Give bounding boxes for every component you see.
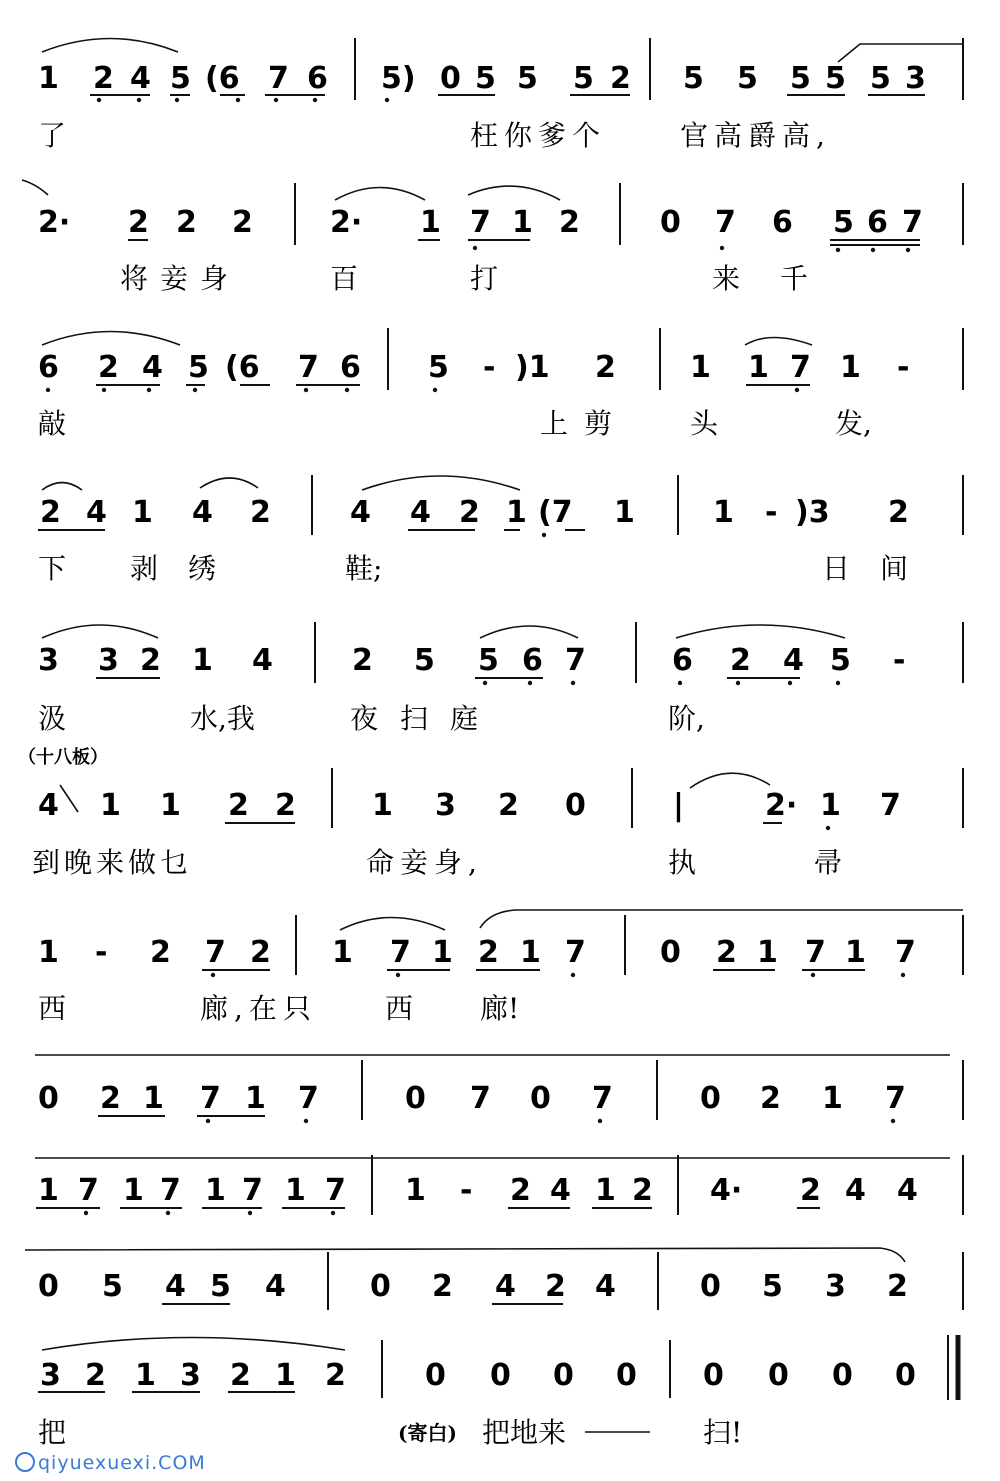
note: 2 [93, 61, 114, 96]
note: 1 [713, 495, 734, 530]
note: 2 [176, 205, 197, 240]
score-system-11 [38, 1335, 958, 1449]
score-system-10 [25, 1248, 963, 1310]
notes-row-6 [38, 788, 901, 823]
low-octave-dot [571, 973, 575, 977]
watermark-text: qiyuexuexi.COM [38, 1452, 206, 1474]
note: 3 [98, 643, 119, 678]
note: 0 [703, 1358, 724, 1393]
lyric-text: 水,我 [190, 702, 255, 735]
note: 5 [210, 1269, 231, 1304]
note: 1 [143, 1081, 164, 1116]
note: 2· [765, 788, 798, 823]
note: 1 [757, 935, 778, 970]
note: 4 [410, 495, 431, 530]
note: 0 [553, 1358, 574, 1393]
note: 4 [550, 1173, 571, 1208]
note: 7 [298, 350, 319, 385]
note: 7 [895, 935, 916, 970]
watermark-logo-icon [16, 1453, 34, 1471]
note: 0 [616, 1358, 637, 1393]
note: 6 [522, 643, 543, 678]
note: 5 [478, 643, 499, 678]
note: 5 [414, 643, 435, 678]
note: 2 [459, 495, 480, 530]
note: 1 [38, 935, 59, 970]
low-octave-dot [571, 681, 575, 685]
note: - [893, 643, 906, 678]
note: 0 [700, 1081, 721, 1116]
grace-slash-mark [60, 785, 78, 812]
low-octave-dot [836, 681, 840, 685]
note: 1 [690, 350, 711, 385]
note: 6 [340, 350, 361, 385]
note: 1 [614, 495, 635, 530]
slur-mark [22, 180, 48, 195]
note: )3 [795, 495, 830, 530]
note: (7 [538, 495, 573, 530]
lyric-text: 敲 [38, 407, 67, 440]
low-octave-dot [871, 248, 875, 252]
low-octave-dot [175, 98, 179, 102]
note: 4 [265, 1269, 286, 1304]
lyrics-row-2 [120, 262, 848, 295]
lyric-text: 下 [38, 552, 67, 585]
lyric-text: 夜扫庭 [350, 702, 501, 735]
note: 0 [425, 1358, 446, 1393]
low-octave-dot [811, 973, 815, 977]
low-octave-dot [46, 388, 50, 392]
low-octave-dot [211, 973, 215, 977]
note: 2 [232, 205, 253, 240]
notes-row-3 [38, 350, 909, 385]
lyric-text: 西 [38, 992, 67, 1025]
note: 7 [78, 1173, 99, 1208]
watermark [16, 1452, 206, 1474]
lyric-text: 命妾身, [366, 846, 483, 879]
note: 6 [307, 61, 328, 96]
note: 1 [245, 1081, 266, 1116]
note: 1 [135, 1358, 156, 1393]
low-octave-dot [473, 246, 477, 250]
note: - [460, 1173, 473, 1208]
low-octave-dot [891, 1119, 895, 1123]
slur-mark [362, 476, 520, 490]
note: 2 [40, 495, 61, 530]
score-system-3 [38, 328, 963, 440]
note: 2 [632, 1173, 653, 1208]
note: - [95, 935, 108, 970]
note: 2 [100, 1081, 121, 1116]
low-octave-dot [147, 388, 151, 392]
slur-mark [42, 483, 82, 491]
note: 4 [350, 495, 371, 530]
note: 2 [595, 350, 616, 385]
low-octave-dot [206, 1119, 210, 1123]
note: 1 [845, 935, 866, 970]
note: - [765, 495, 778, 530]
note: 2 [228, 788, 249, 823]
low-octave-dot [248, 1211, 252, 1215]
note: 4 [142, 350, 163, 385]
low-octave-dot [313, 98, 317, 102]
lyrics-row-3 [38, 407, 872, 440]
note: 1 [123, 1173, 144, 1208]
note: 0 [832, 1358, 853, 1393]
note: 1 [205, 1173, 226, 1208]
marks-row-3 [42, 328, 963, 390]
low-octave-dot [345, 388, 349, 392]
note: 4 [845, 1173, 866, 1208]
note: 7 [565, 643, 586, 678]
note: 4 [86, 495, 107, 530]
note: 1 [332, 935, 353, 970]
note: 5 [517, 61, 538, 96]
note: (6 [225, 350, 260, 385]
note: 2· [330, 205, 363, 240]
low-octave-dot [826, 826, 830, 830]
low-octave-dot [193, 388, 197, 392]
note: 5 [825, 61, 846, 96]
lyric-text: 上剪 [540, 407, 629, 440]
note: 0 [700, 1269, 721, 1304]
note: 2 [230, 1358, 251, 1393]
note: 2 [610, 61, 631, 96]
lyric-text: 枉你爹个 [470, 119, 607, 152]
note: 4 [897, 1173, 918, 1208]
note: 5) [381, 61, 416, 96]
section-label: （十八板） [18, 747, 108, 768]
low-octave-dot [836, 248, 840, 252]
low-octave-dot [331, 1211, 335, 1215]
note: 7 [885, 1081, 906, 1116]
note: 1 [275, 1358, 296, 1393]
note: 7 [242, 1173, 263, 1208]
note: 1 [100, 788, 121, 823]
lyric-text: 阶, [668, 702, 705, 735]
spoken-aside-label: (寄白) [398, 1421, 457, 1445]
lyric-text: 执 [668, 846, 697, 879]
note: 5 [833, 205, 854, 240]
note: 1 [132, 495, 153, 530]
notes-row-11 [40, 1358, 916, 1393]
low-octave-dot [528, 681, 532, 685]
note: 1 [520, 935, 541, 970]
note: 7 [790, 350, 811, 385]
score-system-8 [35, 1055, 963, 1120]
note: 1 [822, 1081, 843, 1116]
note: 4 [495, 1269, 516, 1304]
notes-row-4 [40, 495, 909, 530]
low-octave-dot [84, 1211, 88, 1215]
lyric-text: 汲 [38, 702, 67, 735]
note: 2 [150, 935, 171, 970]
note: 0 [490, 1358, 511, 1393]
score-system-1 [38, 38, 963, 152]
note: 6 [772, 205, 793, 240]
note: 1 [192, 643, 213, 678]
slur-mark [335, 188, 425, 201]
note: 4 [38, 788, 59, 823]
note: 2 [510, 1173, 531, 1208]
lyrics-row-1 [38, 119, 831, 152]
note: 6 [38, 350, 59, 385]
low-octave-dot [304, 1119, 308, 1123]
slur-mark [468, 186, 560, 200]
note: 1 [506, 495, 527, 530]
score-system-4 [38, 475, 963, 585]
slur-mark [676, 625, 845, 638]
note: 1 [372, 788, 393, 823]
notes-row-10 [38, 1269, 908, 1304]
note: 0 [895, 1358, 916, 1393]
note: 2 [352, 643, 373, 678]
score-system-7 [38, 910, 963, 1025]
note: 7 [470, 1081, 491, 1116]
low-octave-dot [166, 1211, 170, 1215]
note: 2 [478, 935, 499, 970]
lyric-text: 鞋; [345, 552, 383, 585]
lyric-text: 廊,在只 [200, 992, 317, 1025]
slur-mark [340, 918, 445, 931]
lyric-text: 西 [385, 992, 414, 1025]
lyric-text: 官高爵高, [680, 119, 831, 152]
note: 4 [783, 643, 804, 678]
lyric-text: 帚 [814, 846, 843, 879]
low-octave-dot [906, 248, 910, 252]
note: 2 [325, 1358, 346, 1393]
lyrics-row-4 [38, 552, 938, 585]
low-octave-dot [678, 681, 682, 685]
note: 0 [530, 1081, 551, 1116]
note: 5 [737, 61, 758, 96]
note: 2 [85, 1358, 106, 1393]
note: 1 [420, 205, 441, 240]
note: 2 [432, 1269, 453, 1304]
notes-row-7 [38, 935, 916, 970]
note: 7 [880, 788, 901, 823]
slur-mark [480, 626, 578, 638]
note: 5 [870, 61, 891, 96]
slur-mark [745, 338, 812, 346]
note: 2 [545, 1269, 566, 1304]
note: 5 [830, 643, 851, 678]
note: 1 [595, 1173, 616, 1208]
lyric-text: 把地来 [482, 1416, 567, 1449]
tie-mark [25, 1248, 905, 1262]
notes-row-2 [38, 205, 923, 240]
note: 2 [498, 788, 519, 823]
note: 4 [595, 1269, 616, 1304]
notes-row-5 [38, 643, 905, 678]
note: 1 [748, 350, 769, 385]
note: 3 [435, 788, 456, 823]
note: 2 [760, 1081, 781, 1116]
note: 2 [250, 935, 271, 970]
marks-row-5 [42, 622, 963, 683]
score-system-9 [35, 1155, 963, 1215]
note: 7 [200, 1081, 221, 1116]
low-octave-dot [542, 533, 546, 537]
note: 4 [165, 1269, 186, 1304]
note: 0 [565, 788, 586, 823]
note: 1 [38, 1173, 59, 1208]
slur-mark [42, 39, 178, 53]
note: 1 [512, 205, 533, 240]
note: 1 [432, 935, 453, 970]
note: 7 [390, 935, 411, 970]
note: 0 [38, 1269, 59, 1304]
note: 2 [559, 205, 580, 240]
note: 5 [573, 61, 594, 96]
note: 2 [98, 350, 119, 385]
note: 2 [730, 643, 751, 678]
lyric-text: 了 [38, 119, 67, 152]
note: 4· [710, 1173, 743, 1208]
note: 2 [800, 1173, 821, 1208]
note: 0 [660, 935, 681, 970]
note: 5 [683, 61, 704, 96]
slur-mark [690, 773, 770, 788]
note: 5 [762, 1269, 783, 1304]
note: 3 [825, 1269, 846, 1304]
note: - [483, 350, 496, 385]
note: 4 [192, 495, 213, 530]
score-system-2 [22, 180, 963, 295]
note: 1 [820, 788, 841, 823]
note: 7 [470, 205, 491, 240]
note: 4 [130, 61, 151, 96]
note: 0 [370, 1269, 391, 1304]
low-octave-dot [433, 388, 437, 392]
lyric-text: 头 [690, 407, 719, 440]
note: 2 [716, 935, 737, 970]
low-octave-dot [396, 973, 400, 977]
low-octave-dot [598, 1119, 602, 1123]
note: 2 [250, 495, 271, 530]
note: (6 [205, 61, 240, 96]
note: 1 [285, 1173, 306, 1208]
note: 1 [840, 350, 861, 385]
note: 3 [38, 643, 59, 678]
note: 7 [565, 935, 586, 970]
score-system-6 [32, 768, 963, 879]
note: 3 [180, 1358, 201, 1393]
low-octave-dot [137, 98, 141, 102]
low-octave-dot [102, 388, 106, 392]
note: 5 [102, 1269, 123, 1304]
note: 7 [715, 205, 736, 240]
note: 7 [325, 1173, 346, 1208]
note: 2· [38, 205, 71, 240]
note: 4 [252, 643, 273, 678]
low-octave-dot [274, 98, 278, 102]
note: 5 [170, 61, 191, 96]
slur-mark [200, 478, 258, 488]
lyric-text: 日间 [822, 552, 939, 585]
slur-mark [42, 1338, 345, 1351]
note: 5 [188, 350, 209, 385]
note: 0 [768, 1358, 789, 1393]
notes-row-1 [38, 61, 926, 96]
low-octave-dot [788, 681, 792, 685]
slur-mark [42, 332, 180, 346]
note: 0 [405, 1081, 426, 1116]
note: 5 [428, 350, 449, 385]
low-octave-dot [720, 246, 724, 250]
note: 1 [38, 61, 59, 96]
note: 7 [298, 1081, 319, 1116]
lyric-text: 来千 [712, 262, 849, 295]
note: )1 [515, 350, 550, 385]
slur-mark [42, 625, 158, 638]
score-system-5 [38, 622, 963, 735]
note: 5 [475, 61, 496, 96]
note: 2 [887, 1269, 908, 1304]
notes-row-8 [38, 1081, 906, 1116]
lyric-text: 廊! [480, 992, 520, 1025]
low-octave-dot [901, 973, 905, 977]
tie-mark [480, 910, 963, 928]
note: 0 [38, 1081, 59, 1116]
notes-row-9 [38, 1173, 918, 1208]
lyric-text: 剥绣 [130, 552, 247, 585]
note: 6 [672, 643, 693, 678]
lyric-text: 打 [470, 262, 499, 295]
low-octave-dot [385, 98, 389, 102]
low-octave-dot [795, 388, 799, 392]
lyric-text: 把 [38, 1416, 67, 1449]
lyric-text: 到晚来做乜 [32, 846, 193, 879]
lyric-text: 发, [835, 407, 872, 440]
note: 7 [805, 935, 826, 970]
note: 0 [440, 61, 461, 96]
lyrics-row-7 [38, 992, 519, 1025]
note: 6 [867, 205, 888, 240]
note: 5 [790, 61, 811, 96]
note: 2 [275, 788, 296, 823]
lyrics-row-6 [32, 846, 842, 879]
lyrics-row-5 [38, 702, 705, 735]
tie-mark [838, 44, 962, 62]
marks-row-2 [22, 180, 963, 245]
note: - [897, 350, 910, 385]
note: 2 [128, 205, 149, 240]
lyric-text: 扫! [703, 1416, 743, 1449]
note: 7 [268, 61, 289, 96]
note: 7 [902, 205, 923, 240]
lyric-text: 百 [330, 262, 359, 295]
low-octave-dot [236, 98, 240, 102]
note: 2 [140, 643, 161, 678]
note: 0 [660, 205, 681, 240]
note: 3 [905, 61, 926, 96]
low-octave-dot [736, 681, 740, 685]
note: 3 [40, 1358, 61, 1393]
note: | [673, 788, 684, 823]
note: 1 [160, 788, 181, 823]
note: 1 [405, 1173, 426, 1208]
note: 2 [888, 495, 909, 530]
low-octave-dot [304, 388, 308, 392]
low-octave-dot [483, 681, 487, 685]
low-octave-dot [97, 98, 101, 102]
note: 7 [205, 935, 226, 970]
lyric-text: 将妾身 [120, 262, 241, 295]
note: 7 [592, 1081, 613, 1116]
note: 7 [160, 1173, 181, 1208]
